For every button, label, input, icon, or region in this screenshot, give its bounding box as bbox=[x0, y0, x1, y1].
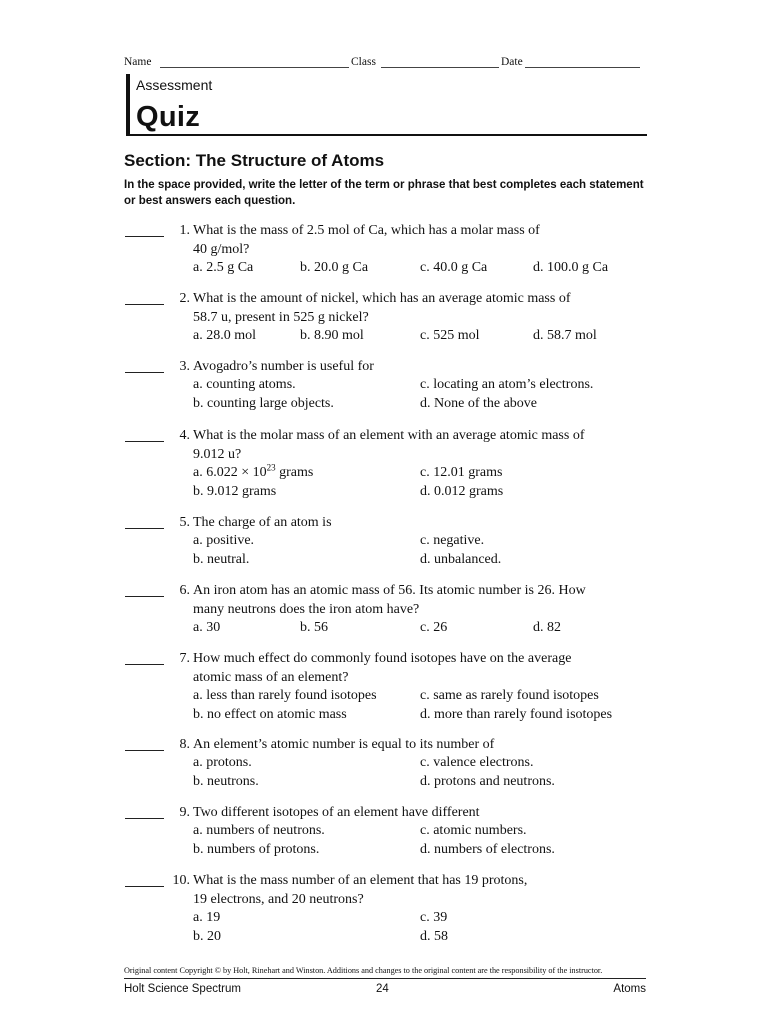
stem-line: What is the amount of nickel, which has an average atomic mass of bbox=[193, 291, 571, 306]
question-stem bbox=[193, 514, 643, 533]
option-b: b. 20 bbox=[193, 929, 221, 944]
option-c: c. 525 mol bbox=[420, 328, 480, 343]
footer-rule bbox=[124, 978, 646, 979]
name-field-line[interactable] bbox=[160, 67, 349, 68]
option-c: c. 39 bbox=[420, 910, 448, 925]
stem-line: What is the molar mass of an element with an average atomic mass of bbox=[193, 428, 585, 443]
question-stem bbox=[193, 804, 643, 823]
title-rule bbox=[126, 134, 647, 136]
option-d: d. None of the above bbox=[420, 396, 538, 411]
stem-line: 58.7 u, present in 525 g nickel? bbox=[193, 309, 369, 325]
option-c: c. 40.0 g Ca bbox=[420, 260, 488, 275]
option-a: a. positive. bbox=[193, 533, 255, 548]
option-b: b. 20.0 g Ca bbox=[300, 260, 369, 275]
footer-chapter: Atoms bbox=[613, 983, 646, 995]
option-a: a. less than rarely found isotopes bbox=[193, 688, 377, 703]
option-d: d. unbalanced. bbox=[420, 552, 502, 567]
stem-line: The charge of an atom is bbox=[193, 515, 332, 530]
class-label: Class bbox=[351, 56, 376, 68]
option-d: d. numbers of electrons. bbox=[420, 842, 555, 857]
question-stem bbox=[193, 222, 643, 259]
question-stem bbox=[193, 736, 643, 755]
question-number: 8. bbox=[179, 737, 190, 752]
name-label: Name bbox=[124, 56, 152, 68]
option-b: b. no effect on atomic mass bbox=[193, 707, 347, 722]
option-c: c. 12.01 grams bbox=[420, 465, 503, 480]
option-d: d. 58 bbox=[420, 929, 448, 944]
option-a-unit: grams bbox=[275, 465, 314, 480]
option-b: b. numbers of protons. bbox=[193, 842, 320, 857]
question-stem bbox=[193, 582, 643, 619]
category-label: Assessment bbox=[136, 77, 213, 93]
option-d: d. protons and neutrons. bbox=[420, 774, 555, 789]
stem-line: An element’s atomic number is equal to its number of bbox=[193, 737, 495, 752]
class-field-line[interactable] bbox=[381, 67, 499, 68]
option-b: b. 56 bbox=[300, 620, 328, 635]
question-number: 2. bbox=[179, 291, 190, 306]
option-b: b. neutral. bbox=[193, 552, 250, 567]
stem-line: Avogadro’s number is useful for bbox=[193, 359, 374, 374]
option-b: b. counting large objects. bbox=[193, 396, 334, 411]
option-d: d. 0.012 grams bbox=[420, 484, 504, 499]
option-a bbox=[193, 464, 313, 483]
page-title: Quiz bbox=[136, 101, 201, 133]
option-a-base: a. 6.022 × 10 bbox=[193, 465, 267, 480]
footer-book-title: Holt Science Spectrum bbox=[124, 983, 241, 995]
option-d: d. 58.7 mol bbox=[533, 328, 597, 343]
question-stem bbox=[193, 427, 643, 464]
question-stem bbox=[193, 650, 643, 687]
footer-page-number: 24 bbox=[376, 983, 389, 995]
option-a-exponent: 23 bbox=[266, 462, 276, 473]
question-number: 4. bbox=[179, 428, 190, 443]
option-c: c. locating an atom’s electrons. bbox=[420, 377, 594, 392]
question-number: 7. bbox=[179, 651, 190, 666]
option-c: c. same as rarely found isotopes bbox=[420, 688, 599, 703]
stem-line: What is the mass number of an element that has 19 protons, bbox=[193, 873, 528, 888]
instructions: In the space provided, write the letter of the term or phrase that best completes each statement or best answers each question. bbox=[124, 179, 644, 207]
date-label: Date bbox=[501, 56, 523, 68]
stem-line: 40 g/mol? bbox=[193, 241, 250, 257]
copyright-notice: Original content Copyright © by Holt, Rinehart and Winston. Additions and changes to the original content are the responsibility of the instructor. bbox=[124, 966, 603, 975]
option-a: a. 19 bbox=[193, 910, 221, 925]
question-number: 5. bbox=[179, 515, 190, 530]
option-d: d. 100.0 g Ca bbox=[533, 260, 609, 275]
option-b: b. neutrons. bbox=[193, 774, 259, 789]
stem-line: Two different isotopes of an element have different bbox=[193, 805, 480, 820]
option-c: c. valence electrons. bbox=[420, 755, 534, 770]
stem-line: atomic mass of an element? bbox=[193, 669, 349, 685]
option-b: b. 8.90 mol bbox=[300, 328, 364, 343]
option-d: d. 82 bbox=[533, 620, 561, 635]
question-stem bbox=[193, 872, 643, 909]
stem-line: An iron atom has an atomic mass of 56. Its atomic number is 26. How bbox=[193, 583, 586, 598]
stem-line: 19 electrons, and 20 neutrons? bbox=[193, 891, 364, 907]
option-a: a. 2.5 g Ca bbox=[193, 260, 254, 275]
section-title: Section: The Structure of Atoms bbox=[124, 151, 385, 170]
option-a: a. 30 bbox=[193, 620, 221, 635]
option-a: a. numbers of neutrons. bbox=[193, 823, 325, 838]
question-stem bbox=[193, 290, 643, 327]
stem-line: 9.012 u? bbox=[193, 446, 242, 462]
date-field-line[interactable] bbox=[525, 67, 640, 68]
option-c: c. 26 bbox=[420, 620, 448, 635]
option-d: d. more than rarely found isotopes bbox=[420, 707, 613, 722]
option-a: a. protons. bbox=[193, 755, 252, 770]
question-number: 9. bbox=[179, 805, 190, 820]
stem-line: many neutrons does the iron atom have? bbox=[193, 601, 420, 617]
option-b: b. 9.012 grams bbox=[193, 484, 277, 499]
option-c: c. atomic numbers. bbox=[420, 823, 527, 838]
question-stem bbox=[193, 358, 643, 377]
title-bar-vertical bbox=[126, 74, 130, 136]
question-number: 10. bbox=[172, 873, 190, 888]
question-number: 6. bbox=[179, 583, 190, 598]
option-a: a. counting atoms. bbox=[193, 377, 296, 392]
option-c: c. negative. bbox=[420, 533, 485, 548]
option-a: a. 28.0 mol bbox=[193, 328, 256, 343]
question-number: 3. bbox=[179, 359, 190, 374]
stem-line: How much effect do commonly found isotopes have on the average bbox=[193, 651, 572, 666]
stem-line: What is the mass of 2.5 mol of Ca, which has a molar mass of bbox=[193, 223, 540, 238]
question-number: 1. bbox=[179, 223, 190, 238]
